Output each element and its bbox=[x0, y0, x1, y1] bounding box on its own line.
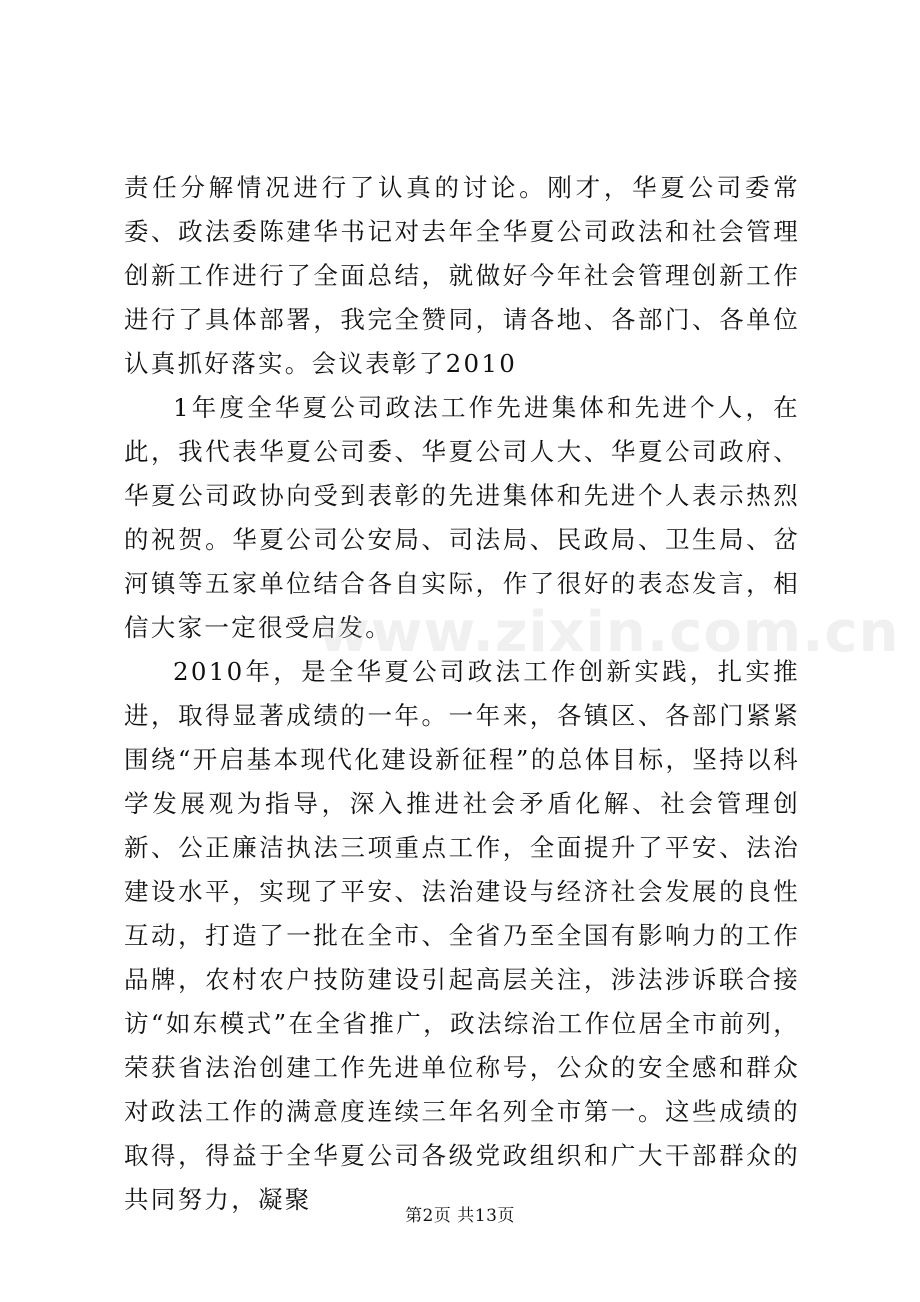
paragraph-3: 2010年，是全华夏公司政法工作创新实践，扎实推进，取得显著成绩的一年。一年来，各镇区、各部门紧紧围绕“开启基本现代化建设新征程”的总体目标，坚持以科学发展观为指导，深入推进社会矛盾化解、社会管理创新、公正廉洁执法三项重点工作，全面提升了平安、法治建设水平，实现了平安、法治建设与经济社会发展的良性互动，打造了一批在全市、全省乃至全国有影响力的工作品牌，农村农户技防建设引起高层关注，涉法涉诉联合接访“如东模式”在全省推广，政法综治工作位居全市前列，荣获省法治创建工作先进单位称号，公众的安全感和群众对政法工作的满意度连续三年名列全市第一。这些成绩的取得，得益于全华夏公司各级党政组织和广大干部群众的共同努力，凝聚 bbox=[124, 657, 800, 1214]
paragraph-2: 1年度全华夏公司政法工作先进集体和先进个人，在此，我代表华夏公司委、华夏公司人大、华夏公司政府、华夏公司政协向受到表彰的先进集体和先进个人表示热烈的祝贺。华夏公司公安局、司法局、民政局、卫生局、岔河镇等五家单位结合各自实际，作了很好的表态发言，相信大家一定很受启发。 bbox=[124, 393, 800, 642]
paragraph-1: 责任分解情况进行了认真的讨论。刚才，华夏公司委常委、政法委陈建华书记对去年全华夏公司政法和社会管理创新工作进行了全面总结，就做好今年社会管理创新工作进行了具体部署，我完全赞同，请各地、各部门、各单位认真抓好落实。会议表彰了2010 bbox=[124, 173, 800, 378]
document-body bbox=[124, 166, 800, 1222]
page-number-footer: 第2页 共13页 bbox=[405, 1206, 515, 1226]
watermark-logo: www.zixin.com.cn bbox=[318, 600, 900, 665]
